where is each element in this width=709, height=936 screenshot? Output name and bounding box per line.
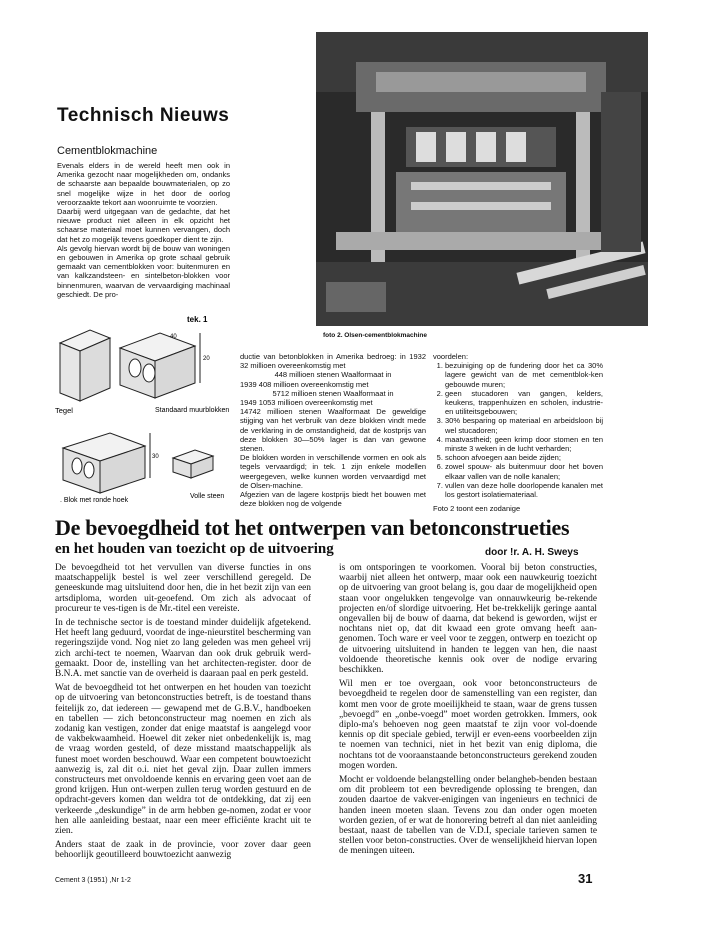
sketch-label-standaard: Standaard muurblokken	[155, 407, 230, 414]
article-subtitle: en het houden van toezicht op de uitvoering	[55, 541, 334, 557]
advantages-list	[433, 361, 603, 499]
list-item: 1. bezuiniging op de fundering door het ca 30% lagere gewicht van de met cementblok-ken gebouwde muren;	[445, 361, 603, 389]
subsection-title: Cementblokmachine	[57, 145, 158, 157]
sketch-label-volle: Volle steen	[190, 493, 225, 500]
middle-line: 1939 408 millioen overeenkomstig met	[240, 379, 369, 389]
article-paragraph: Wat de bevoegdheid tot het ontwerpen en het houden van toezicht op de uitvoering van betonconstructies betreft, is de toestand thans feitelijk zo, dat iedereen — gewapend met de G.B.V., handboeken en tabellen — zich betonconstructeur mag noemen en zich als zodanig kan vestigen, zonder dat enige maatstaf is aangelegd voor de vakbekwaamheid. Hoewel dit zeker niet onbedenkelijk is, mag de vraag worden gesteld, of deze misstand maatschappelijk als funest moet worden beschouwd. Waar een competent bouwtoezicht aanwezig is, zal dit o.i. niet het geval zijn. Daar zullen immers constructeurs met onvoldoende kennis en ervaring geen voet aan de grond krijgen. Hun ont-werpen zullen terug worden gestuurd en de opdracht-gevers komen dan weldra tot de ontdekking, dat zij een verkeerde „deskundige” in de arm hebben ge-nomen, zodat er voor hen alle aanleiding bestaat, naar een meer efficiënte kracht uit te zien.	[55, 683, 311, 837]
list-item: 6. zowel spouw- als buitenmuur door het boven elkaar vallen van de nolle kanalen;	[445, 462, 603, 480]
middle-line: 448 millioen stenen Waalformaat in	[274, 370, 392, 380]
middle-line: Afgezien van de lagere kostprijs biedt het bouwen met deze blokken nog de volgende	[240, 490, 426, 509]
list-item: 4. maatvastheid; geen krimp door stomen en ten minste 3 weken in de lucht verharden;	[445, 435, 603, 453]
sketch-dim-40: 40	[170, 334, 177, 340]
sketch-label-tek: tek. 1	[187, 315, 208, 324]
intro-paragraph: Daarbij werd uitgegaan van de gedachte, dat het nieuwe product niet alleen in elk opzicht het schaarse materiaal moet kunnen vervangen, doch dat het zo mogelijk tevens goedkoper dient te zijn.	[57, 207, 230, 244]
article-paragraph: Mocht er voldoende belangstelling onder belangheb-benden bestaan om dit probleem tot een bevredigende oplossing te brengen, dan zouden daartoe de vakver-enigingen van ingenieurs en technici de handen ineen moeten slaan. Tevens zou dan onder ogen moeten worden gezien, of er wat de honorering betreft al dan niet aanleiding bestaat, naast de tabellen van de V.D.I, speciale tarieven samen te stellen voor beton-constructies. Over de wenselijkheid hiervan lopen de meningen uiteen.	[339, 775, 597, 857]
right-column	[433, 352, 603, 513]
middle-line: 14742 millioen stenen Waalformaat De geweldige stijging van het verbruik van deze blokken vindt mede de verklaring in de omstandigheid, dat de kostprijs van deze blokken 30—50% lager is dan van gewone stenen.	[240, 407, 426, 454]
sketch-label-blok: . Blok met ronde hoek	[60, 497, 129, 504]
article-paragraph: In de technische sector is de toestand minder duidelijk afgetekend. Het heeft lang geduurd, voordat de inge-nieurstitel bescherming van regeringszijde vond. Nog niet zo lang geleden was men geheel vrij zich archi-tect te noemen, Waarvan dan ook druk gebruik werd-gemaakt. Door de, instelling van het architecten-register. door de B.N.A. met sanctie van de overheid is daaraan paal en perk gesteld.	[55, 618, 311, 680]
intro-paragraph: Als gevolg hiervan wordt bij de bouw van woningen en gebouwen in Amerika op grote schaal gebruik gemaakt van cementblokken voor: buitenmuren en van kalkzandsteen- en sintelbeton-blokken voor binnenmuren, waarvan de vervaardiging machinaal geschiedt. De pro-	[57, 243, 230, 299]
intro-paragraph: Evenals elders in de wereld heeft men ook in Amerika gezocht naar mogelijkheden om, ondanks de schaarste aan bepaalde bouwmaterialen, op zo snel mogelijke wijze in het door de oorlog veroorzaakte tekort aan woonruimte te voorzien.	[57, 161, 230, 207]
list-item: 5. schoon afvoegen aan beide zijden;	[445, 453, 603, 462]
sketch-label-tegel: Tegel	[55, 406, 73, 415]
sketch-dim-30: 30	[152, 454, 159, 460]
article-title: De bevoegdheid tot het ontwerpen van betonconstrueties	[55, 515, 570, 540]
page-footer: Cement 3 (1951) ,Nr 1-2	[55, 877, 131, 884]
machine-photo	[316, 32, 648, 326]
machine-photo-illustration	[316, 32, 648, 326]
page-number: 31	[578, 871, 593, 886]
list-item: 3. 30% besparing op materiaal en arbeidsloon bij wel stucadoren;	[445, 416, 603, 434]
sketch-dim-20: 20	[203, 356, 210, 362]
middle-line: ductie van betonblokken in Amerika bedroeg: in 1932 32 millioen overeenkomstig met	[240, 352, 426, 371]
middle-column	[240, 352, 426, 508]
list-item: 2. geen stucadoren van gangen, kelders, keukens, trappenhuizen en scholen, industrie- en utiliteitsgebouwen;	[445, 389, 603, 417]
middle-line: 5712 millioen stenen Waalformaat in	[272, 388, 394, 398]
photo-caption: foto 2. Olsen-cementblokmachine	[323, 332, 428, 339]
article-right-column	[339, 563, 597, 861]
section-title: Technisch Nieuws	[57, 105, 230, 126]
block-sketch	[55, 308, 245, 508]
article-paragraph: is om ontsporingen te voorkomen. Vooral bij beton constructies, waarbij niet alleen het ontwerp, maar ook een nauwkeurig toezicht op de uitvoering van groot belang is, gou daar de mogelijkheid open staan voor ongelukken tengevolge van onnauwkeurig be-rekende projecten en/of slordige uitvoering. Het be-trekkelijk geringe aantal ongevallen bij de bouw of daarna, dat bekend is geworden, wijst er nochtans niet op, dat dit kwaad een grote omvang heeft aan-genomen. Toch ware er veel voor te zeggen, ontwerp en toezicht op de uitvoering uitsluitend in handen te leggen van hen, die naast voldoende theoretische kennis ook over de nodige ervaring beschikken.	[339, 563, 597, 676]
intro-text	[57, 161, 230, 299]
article-left-column	[55, 563, 311, 865]
article-byline: door !r. A. H. Sweys	[485, 547, 579, 558]
article-paragraph: Wil men er toe overgaan, ook voor betonconstructeurs de bevoegdheid te regelen door de samenstelling van een register, dan komt men voor de grote moeilijkheid te staan, waar de grens tussen „bevoegd” en „onbe-voegd” moet worden getrokken. Immers, ook diplo-ma's behoeven nog geen maatstaf te zijn voor vol-doende kennis op dit speciale gebied, terwijl er even-eens voorbeelden zijn te noemen van technici, niet in het bezit van enig diploma, die nochtans tot de vooraanstaande betonconstructeurs gerekend zouden mogen worden.	[339, 679, 597, 771]
block-sketch-drawing	[55, 308, 245, 508]
middle-line: 1949 1053 millioen overeenkomstig met	[240, 398, 373, 408]
list-item: 7. vullen van deze holle doorlopende kanalen met los gestort isolatiemateriaal.	[445, 481, 603, 499]
article-paragraph: Anders staat de zaak in de provincie, voor zover daar geen behoorlijk geoutilleerd bouwtoezicht aanwezig	[55, 840, 311, 861]
article-paragraph: De bevoegdheid tot het vervullen van diverse functies in ons maatschappelijk bestel is wel zeer verschillend geregeld. De geneeskunde mag uitsluitend door hen, die in het bezit zijn van een artsdiploma, worden uit-geoefend. Om zich als advocaat of procureur te ves-tigen is de Mr.-titel een vereiste.	[55, 563, 311, 614]
middle-line: De blokken worden in verschillende vormen en ook als tegels vervaardigd; in tek. 1 zijn enkele modellen weergegeven, welke kunnen worden vervaardigd met de Olsen-machine.	[240, 453, 426, 490]
right-footnote: Foto 2 toont een zodanige	[433, 504, 521, 514]
right-heading: voordelen:	[433, 352, 469, 361]
